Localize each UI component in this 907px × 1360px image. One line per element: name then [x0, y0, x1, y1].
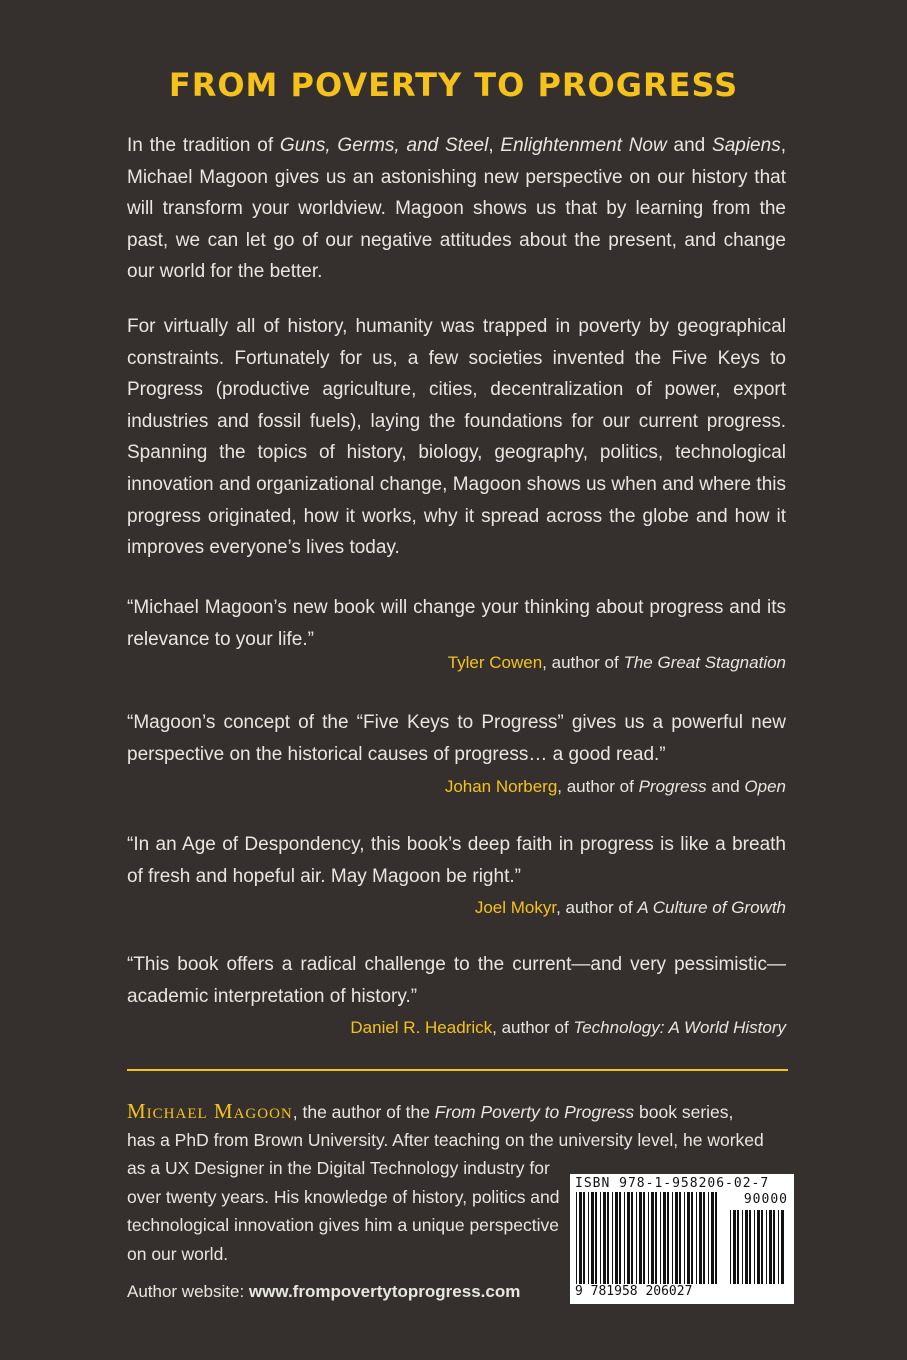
- barcode-bar: [742, 1210, 743, 1284]
- book-ref-sapiens: Sapiens: [712, 135, 781, 156]
- barcode-bar: [766, 1210, 767, 1284]
- author-bio-line: technological innovation gives him a unique perspective: [127, 1215, 559, 1235]
- barcode-bar: [607, 1192, 609, 1284]
- barcode-bar: [703, 1192, 705, 1284]
- isbn-barcode: [570, 1174, 794, 1304]
- author-bio-line: has a PhD from Brown University. After teaching on the university level, he worked: [127, 1130, 764, 1150]
- barcode-bar: [749, 1210, 751, 1284]
- blurb-author: Joel Mokyr: [474, 898, 557, 917]
- barcode-bar: [627, 1192, 630, 1284]
- author-bio-line: on our world.: [127, 1244, 229, 1264]
- barcode-bar: [591, 1192, 594, 1284]
- author-website: Author website: www.frompovertytoprogress.com: [127, 1282, 521, 1301]
- author-name: Michael Magoon: [127, 1099, 293, 1123]
- barcode-bar: [667, 1192, 669, 1284]
- barcode-bar: [737, 1210, 739, 1284]
- blurb-attribution: Johan Norberg, author of Progress and Open: [444, 777, 786, 796]
- barcode-bar: [660, 1192, 661, 1284]
- barcode-bar: [579, 1192, 582, 1284]
- barcode-bar: [595, 1192, 597, 1284]
- barcode-bar: [781, 1210, 784, 1284]
- barcode-bar: [769, 1210, 772, 1284]
- barcode-bar: [684, 1192, 685, 1284]
- author-bio-line: over twenty years. His knowledge of history, politics and: [127, 1187, 560, 1207]
- barcode-bar: [636, 1192, 637, 1284]
- barcode-bar: [733, 1210, 736, 1284]
- barcode-bar: [639, 1192, 642, 1284]
- barcode-bar: [651, 1192, 654, 1284]
- blurb-quote: “In an Age of Despondency, this book’s deep faith in progress is like a breath of fresh and hopeful air. May Magoon be right.”: [127, 834, 786, 887]
- blurb-quote: “This book offers a radical challenge to the current—and very pessimistic—academic interpretation of history.”: [127, 954, 786, 1007]
- author-bio-line: as a UX Designer in the Digital Technology industry for: [127, 1158, 550, 1178]
- barcode-bar: [655, 1192, 657, 1284]
- barcode-bar: [691, 1192, 693, 1284]
- barcode-bar: [711, 1192, 714, 1284]
- blurb-attribution: Daniel R. Headrick, author of Technology: A World History: [350, 1018, 786, 1037]
- divider: [127, 1069, 788, 1071]
- barcode-bar: [715, 1192, 717, 1284]
- barcode-bar: [612, 1192, 613, 1284]
- barcode-bar: [648, 1192, 649, 1284]
- barcode-bar: [624, 1192, 625, 1284]
- barcode-bar: [583, 1192, 585, 1284]
- cover-title: FROM POVERTY TO PROGRESS: [168, 66, 739, 104]
- price-code: 90000: [743, 1192, 788, 1207]
- barcode-bar: [600, 1192, 601, 1284]
- barcode-digits: 9 781958 206027: [575, 1284, 693, 1299]
- website-link[interactable]: www.frompovertytoprogress.com: [248, 1282, 521, 1301]
- barcode-bar: [757, 1210, 760, 1284]
- barcode-bar: [754, 1210, 755, 1284]
- barcode-addon-bars: [730, 1210, 786, 1284]
- barcode-bar: [631, 1192, 633, 1284]
- barcode-bar: [663, 1192, 666, 1284]
- barcode-bar: [643, 1192, 645, 1284]
- barcode-bar: [672, 1192, 673, 1284]
- author-bio-line: Michael Magoon, the author of the From Poverty to Progress book series,: [127, 1099, 734, 1123]
- barcode-bar: [708, 1192, 709, 1284]
- blurb-author: Daniel R. Headrick: [350, 1018, 493, 1037]
- barcode-bar: [576, 1192, 577, 1284]
- barcode-bar: [675, 1192, 678, 1284]
- barcode-bars: [576, 1192, 720, 1284]
- barcode-bar: [773, 1210, 775, 1284]
- barcode-bar: [687, 1192, 690, 1284]
- book-ref-enlightenment-now: Enlightenment Now: [500, 135, 667, 156]
- blurb-attribution: Joel Mokyr, author of A Culture of Growth: [474, 898, 786, 917]
- blurb-author: Johan Norberg: [444, 777, 558, 796]
- barcode-bar: [603, 1192, 606, 1284]
- barcode-bar: [778, 1210, 779, 1284]
- barcode-bar: [615, 1192, 618, 1284]
- blurb-quote: “Magoon’s concept of the “Five Keys to Progress” gives us a powerful new perspective on the historical causes of progress… a good read.”: [127, 712, 786, 765]
- intro-paragraph: In the tradition of Guns, Germs, and Steel, Enlightenment Now and Sapiens, Michael Magoon gives us an astonishing new perspective on our history that will transform your worldview. Magoon shows us that by learning from the past, we can let go of our negative attitudes about the present, and change our world for the better.: [127, 135, 786, 283]
- barcode-bar: [588, 1192, 589, 1284]
- barcode-bar: [619, 1192, 621, 1284]
- barcode-bar: [761, 1210, 763, 1284]
- book-ref-guns-germs-steel: Guns, Germs, and Steel: [279, 135, 489, 156]
- barcode-bar: [679, 1192, 681, 1284]
- blurb-attribution: Tyler Cowen, author of The Great Stagnation: [447, 653, 786, 672]
- barcode-bar: [730, 1210, 731, 1284]
- blurb-author: Tyler Cowen: [447, 653, 543, 672]
- barcode-bar: [696, 1192, 697, 1284]
- isbn-text: ISBN 978-1-958206-02-7: [575, 1176, 770, 1191]
- barcode-bar: [745, 1210, 748, 1284]
- blurb-quote: “Michael Magoon’s new book will change your thinking about progress and its relevance to your life.”: [127, 597, 786, 650]
- barcode-bar: [699, 1192, 702, 1284]
- description-paragraph: For virtually all of history, humanity was trapped in poverty by geographical constraints. Fortunately for us, a few societies invented the Five Keys to Progress (productive agriculture, cities, decentralization of power, export industries and fossil fuels), laying the foundations for our current progress. Spanning the topics of history, biology, geography, politics, technological innovation and organizational change, Magoon shows us when and where this progress originated, how it works, why it spread across the globe and how it improves everyone’s lives today.: [127, 316, 786, 559]
